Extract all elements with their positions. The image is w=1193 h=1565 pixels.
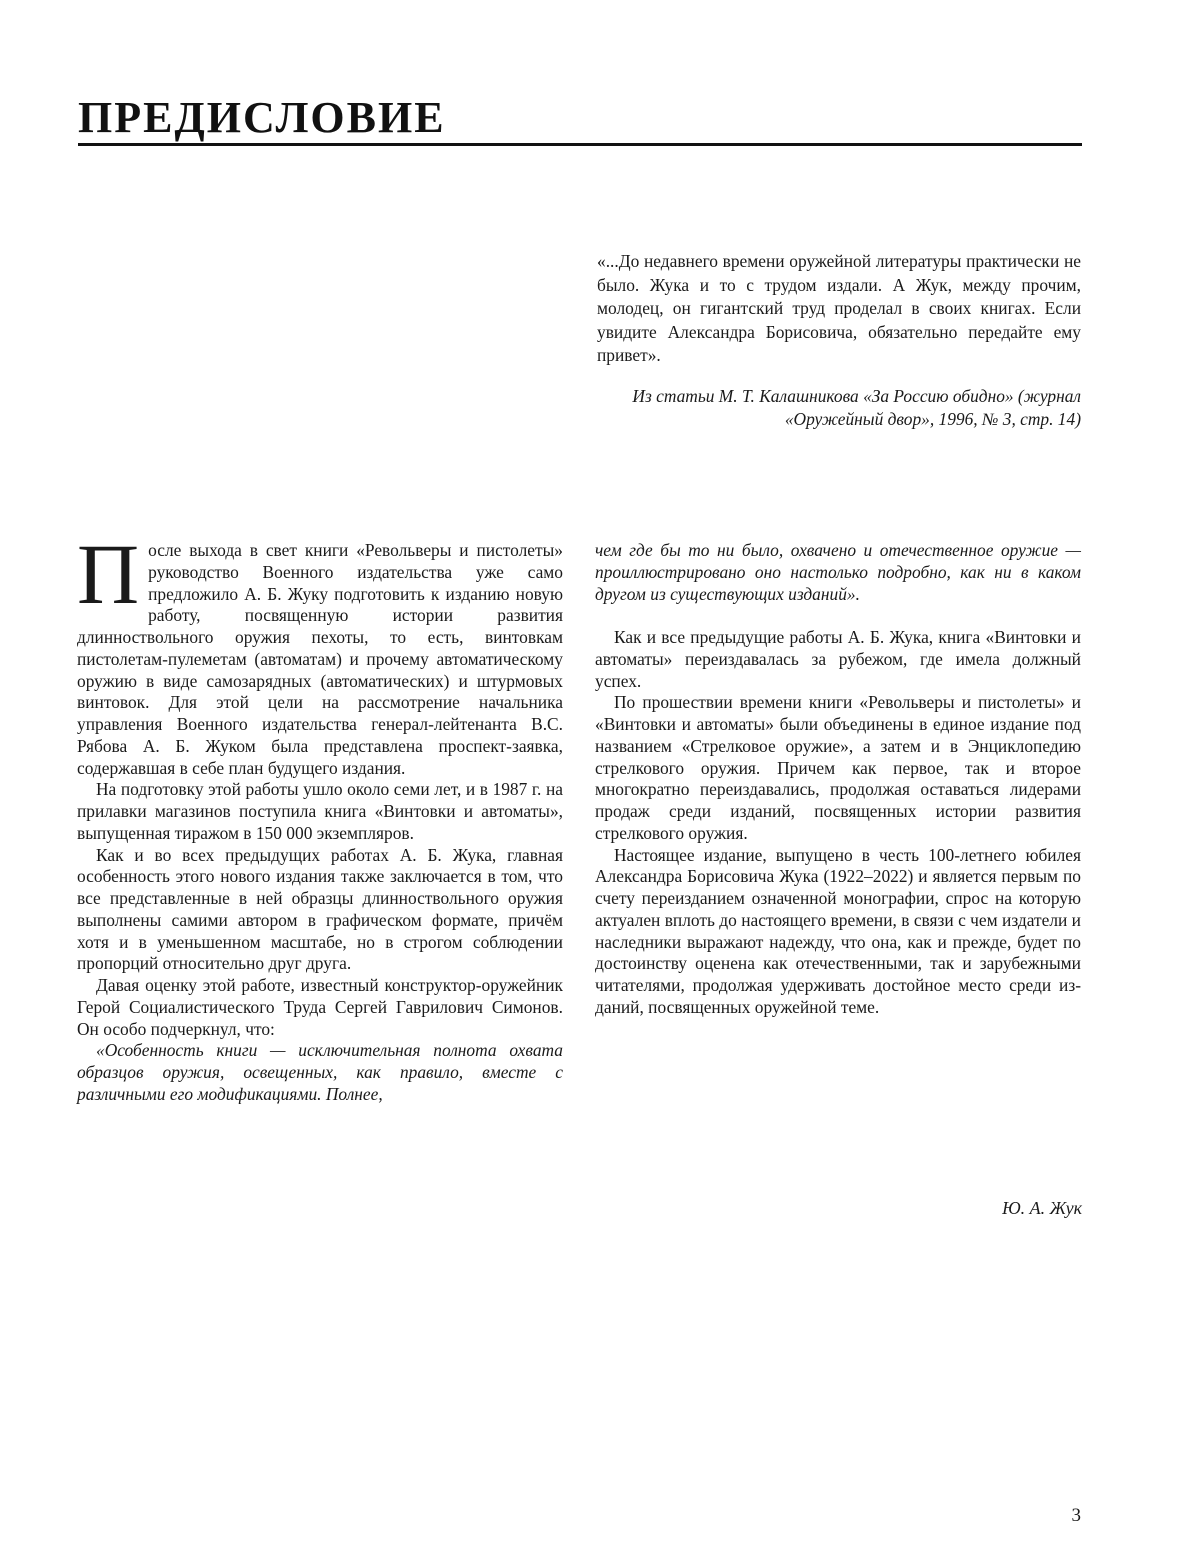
- epigraph: [597, 250, 1081, 432]
- title-rule: [78, 143, 1082, 146]
- left-column: [77, 526, 563, 1106]
- paragraph-2: На подготовку этой работы ушло около семи лет, и в 1987 г. на прилавки магазинов поступила книга «Винтовки и автоматы», выпущенная тиражом в 150 000 экземпляров.: [77, 779, 563, 843]
- paragraph-7: По прошествии времени книги «Револьверы и пистолеты» и «Винтовки и автоматы» были объединены в единое издание под названием «Стрелковое оружие», а затем и в Энциклопедию стрелкового оружия. Причем как первое, так и второе многократно переиздавались, продолжая оставаться лидерами продаж среди изданий, посвященных истории развития стрелкового оружия.: [595, 692, 1081, 843]
- paragraph-1-text: осле выхода в свет книги «Револьверы и пистолеты» руководство Военного издательства уже само предложило А. Б. Жуку подготовить к изданию новую работу, посвященную истории развития длинноствольного оружия пехоты, то есть, винтовкам пистолетам-пулеметам (автоматам) и прочему автоматическому оружию в виде самозарядных (автоматических) и штурмовых винтовок. Для этой цели на рассмотрение начальника управления Военного издательства генерал-лейтенанта В.С. Рябова А. Б. Жуком была представлена проспект-заявка, содержавшая в себе план будущего издания.: [77, 540, 563, 778]
- right-column: [595, 540, 1081, 1019]
- epigraph-quote: «...До недавнего времени оружейной литературы практически не было. Жука и то с трудом издали. А Жук, между прочим, молодец, он гигантский труд проделал в своих книгах. Если увидите Александра Борисовича, обязательно передайте ему привет».: [597, 251, 1081, 365]
- paragraph-quote-continued: чем где бы то ни было, охвачено и отечественное оружие — проиллюстрировано оно настолько подробно, как ни в каком другом из существующих изданий».: [595, 540, 1081, 604]
- epigraph-source: Из статьи М. Т. Калашникова «За Россию обидно» (журнал «Оружейный двор», 1996, № 3, стр. 14): [632, 385, 1081, 429]
- paragraph-3: Как и во всех предыдущих работах А. Б. Жука, главная особенность этого нового издания также заключается в том, что все представленные в ней образцы длинноствольного оружия выполнены самими автором в графическом формате, причём хотя и в уменьшенном масштабе, но в строгом соблюдении пропорций относительно друг друга.: [77, 844, 563, 974]
- page-title: ПРЕДИСЛОВИЕ: [78, 93, 446, 142]
- paragraph-5-quote: «Особенность книги — исключительная полнота охвата образцов оружия, освещенных, как правило, вместе с различными его модификациями. Полнее,: [77, 1040, 563, 1104]
- paragraph-8: Настоящее издание, выпущено в честь 100-летнего юбилея Александра Борисовича Жука (1922–2022) и является первым по счету переизданием означенной монографии, спрос на которую актуален вплоть до настоящего времени, в связи с чем издатели и наследники выражают надежду, что она, как и прежде, будет по достоинству оценена как отечественными, так и зарубежными читателями, продолжая удерживать достойное место среди изданий, посвященных оружейной теме.: [595, 844, 1081, 1017]
- author-signature: Ю. А. Жук: [1002, 1198, 1082, 1218]
- paragraph-1: [77, 526, 563, 779]
- paragraph-4: Давая оценку этой работе, известный конструктор-оружейник Герой Социалистического Труда Сергей Гаврилович Симонов. Он особо подчеркнул, что:: [77, 975, 563, 1039]
- page-number: 3: [1071, 1505, 1081, 1526]
- drop-cap: П: [77, 526, 140, 622]
- paragraph-6: Как и все предыдущие работы А. Б. Жука, книга «Винтовки и автоматы» переиздавалась за рубежом, где имела должный успех.: [595, 627, 1081, 691]
